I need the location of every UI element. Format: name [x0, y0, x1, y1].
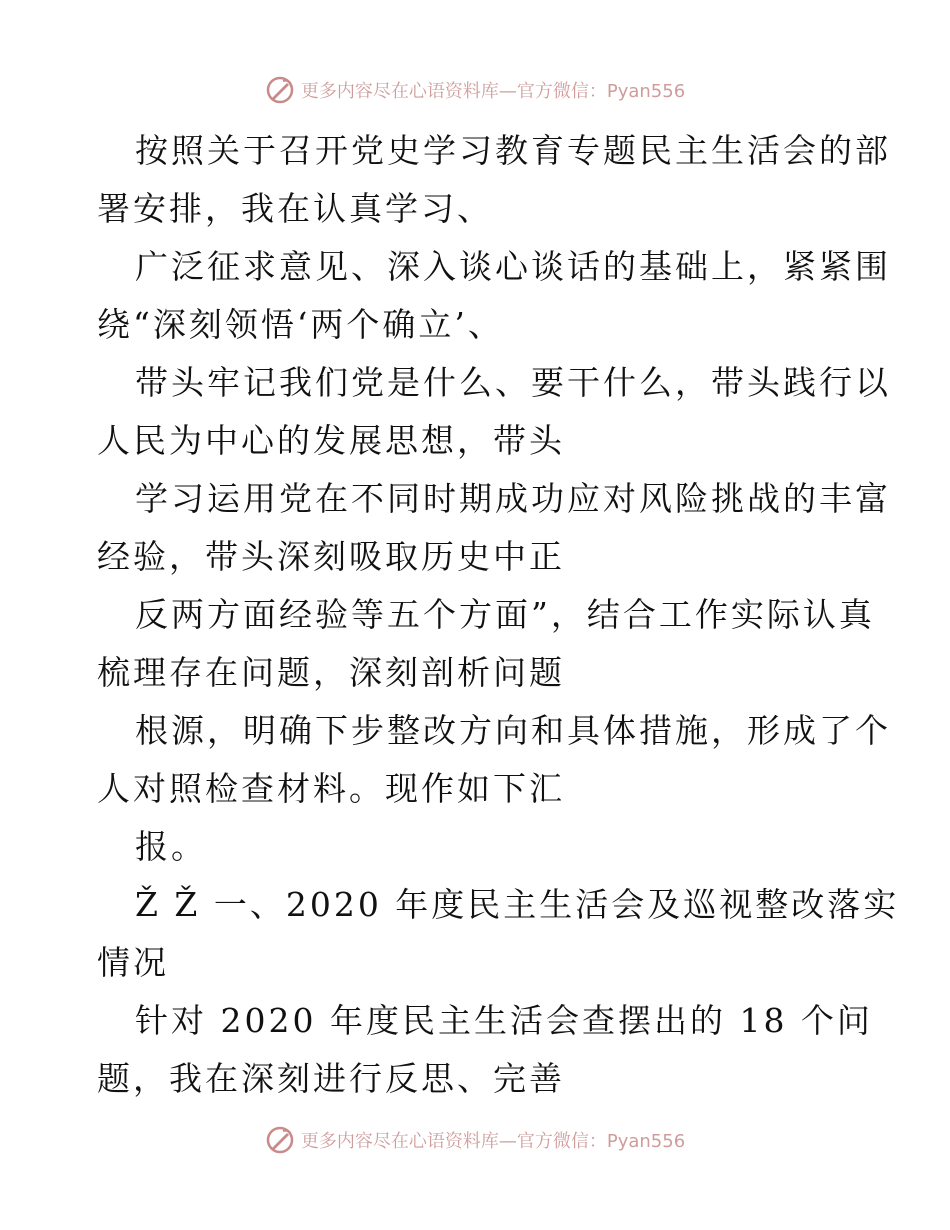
text-line: Ž Ž 一、2020 年度民主生活会及巡视整改落实 — [135, 885, 900, 924]
text-line: 根源，明确下步整改方向和具体措施，形成了个 — [135, 711, 891, 750]
text-line: 经验，带头深刻吸取历史中正 — [97, 537, 565, 576]
text-line: 署安排，我在认真学习、 — [97, 189, 493, 228]
text-line: 题，我在深刻进行反思、完善 — [97, 1059, 565, 1098]
text-line: 反两方面经验等五个方面”，结合工作实际认真 — [135, 595, 875, 634]
text-line: 广泛征求意见、深入谈心谈话的基础上，紧紧围 — [135, 247, 891, 286]
text-line: 绕“深刻领悟‘两个确立’、 — [97, 305, 504, 344]
text-line: 人对照检查材料。现作如下汇 — [97, 769, 565, 808]
header-watermark — [0, 70, 950, 110]
watermark-text: 更多内容尽在心语资料库—官方微信：Pyan556 — [300, 1131, 686, 1152]
text-line: 梳理存在问题，深刻剖析问题 — [97, 653, 565, 692]
text-line: 情况 — [97, 943, 169, 982]
quill-logo-icon — [265, 75, 295, 105]
footer-watermark — [0, 1120, 950, 1160]
text-line: 人民为中心的发展思想，带头 — [97, 421, 565, 460]
text-line: 学习运用党在不同时期成功应对风险挑战的丰富 — [135, 479, 891, 518]
text-line: 带头牢记我们党是什么、要干什么，带头践行以 — [135, 363, 891, 402]
text-line: 针对 2020 年度民主生活会查摆出的 18 个问 — [135, 1001, 873, 1040]
quill-logo-icon — [265, 1125, 295, 1155]
text-line: 按照关于召开党史学习教育专题民主生活会的部 — [135, 131, 891, 170]
watermark-text: 更多内容尽在心语资料库—官方微信：Pyan556 — [300, 81, 686, 102]
document-body — [97, 122, 900, 1108]
text-line: 报。 — [135, 827, 207, 866]
